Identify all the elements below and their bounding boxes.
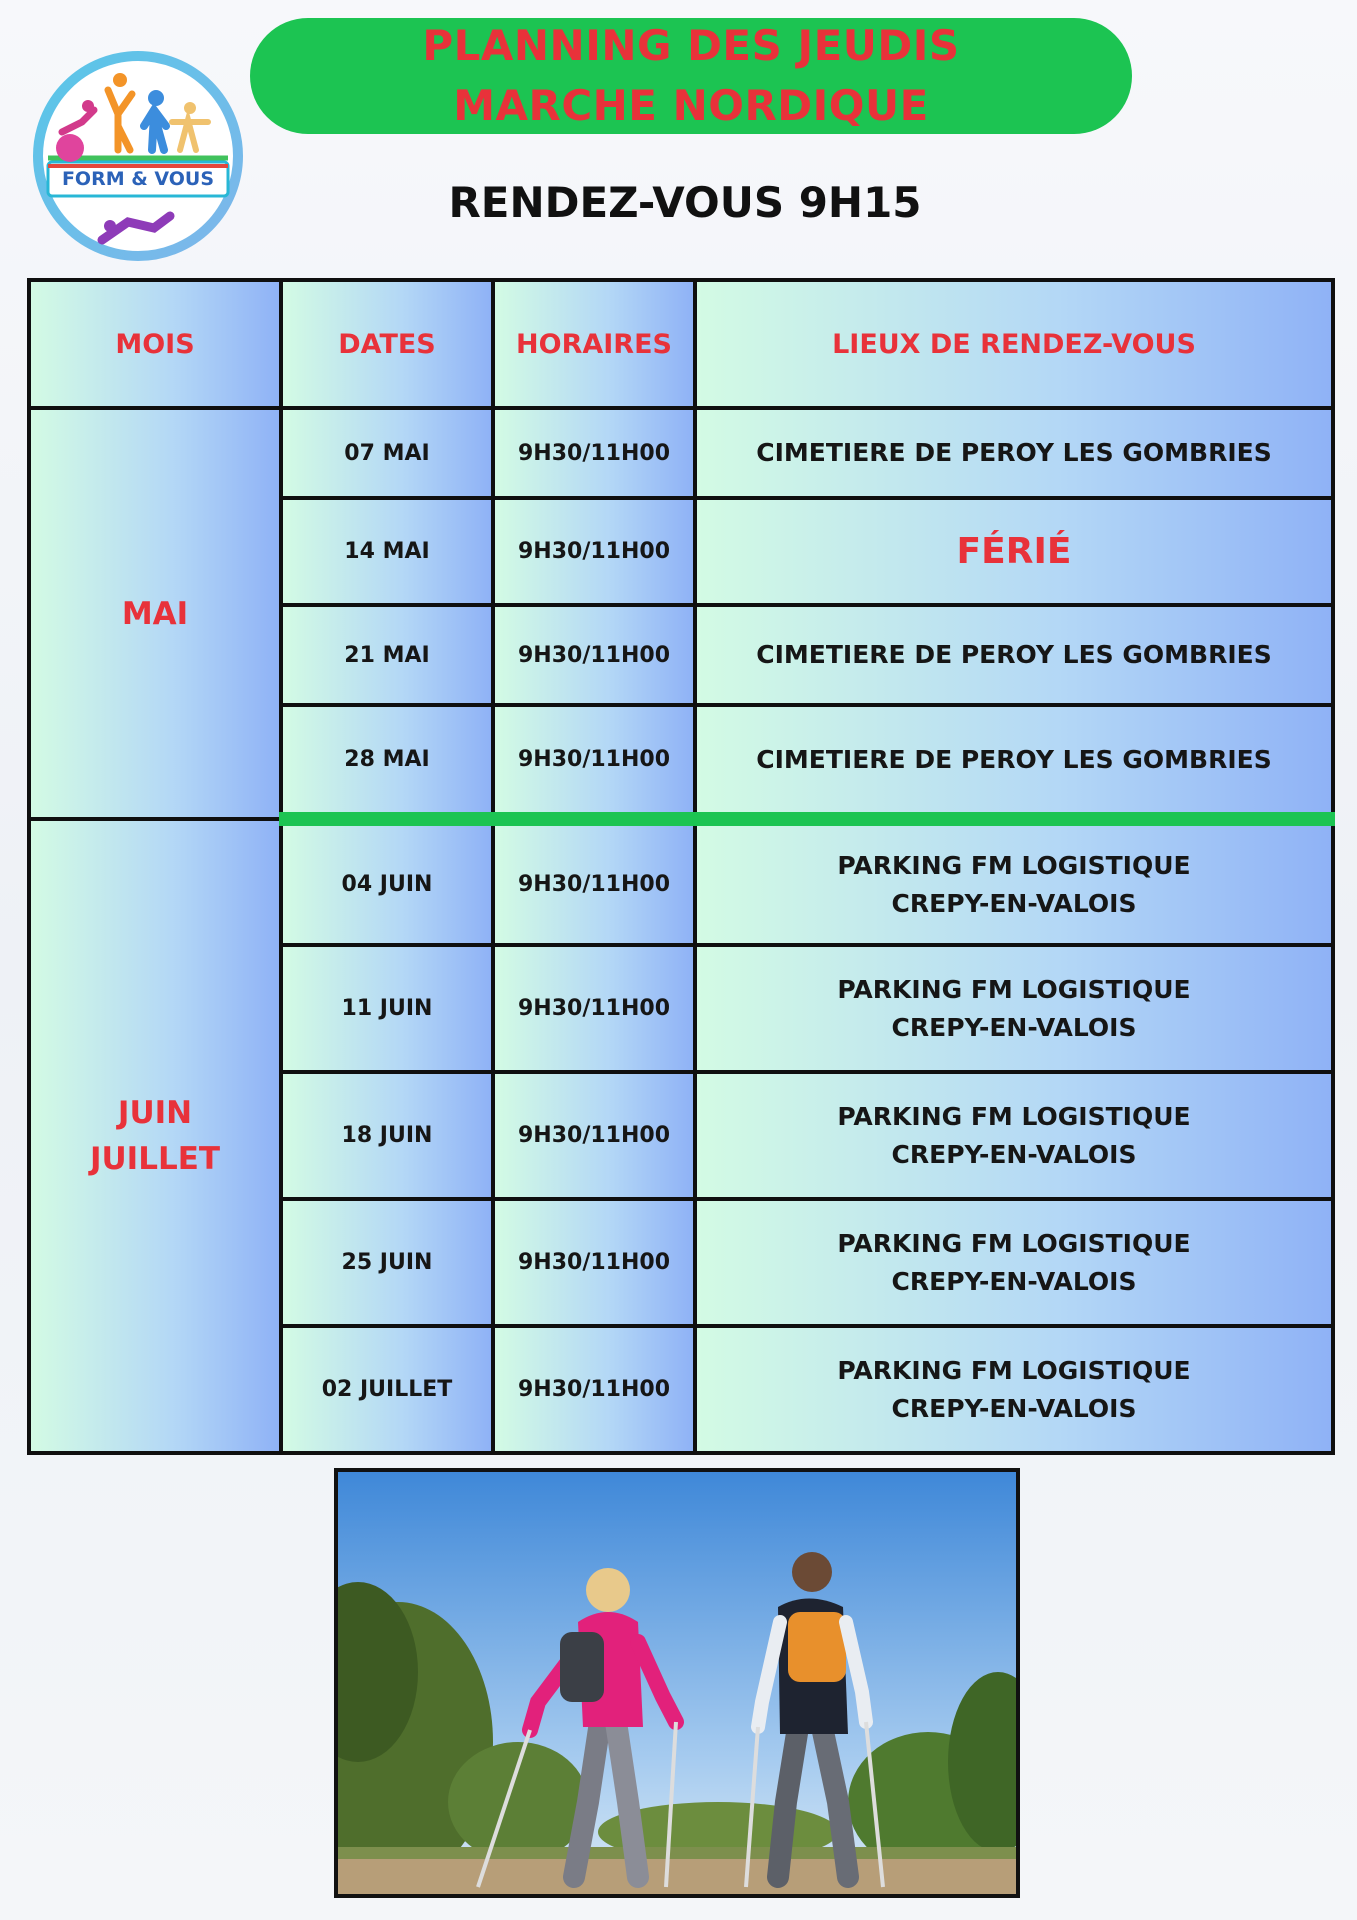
title-banner <box>250 18 1132 134</box>
place-line: CREPY-EN-VALOIS <box>891 1012 1137 1042</box>
place-line: PARKING FM LOGISTIQUE <box>837 1101 1191 1131</box>
form-et-vous-logo <box>32 50 244 262</box>
place-line: CREPY-EN-VALOIS <box>891 1139 1137 1169</box>
place-cell <box>695 1072 1333 1199</box>
date-cell: 11 JUIN <box>281 945 493 1072</box>
header-dates: DATES <box>281 280 493 408</box>
time-cell: 9H30/11H00 <box>493 1326 695 1453</box>
table-row <box>29 408 1333 498</box>
time-cell: 9H30/11H00 <box>493 705 695 819</box>
time-cell: 9H30/11H00 <box>493 1199 695 1326</box>
place-cell <box>695 945 1333 1072</box>
place-cell <box>695 819 1333 945</box>
place-cell <box>695 705 1333 819</box>
title-line-1: PLANNING DES JEUDIS <box>422 21 960 70</box>
date-cell: 28 MAI <box>281 705 493 819</box>
date-cell: 02 JUILLET <box>281 1326 493 1453</box>
logo-text: FORM & VOUS <box>61 168 215 190</box>
date-cell: 04 JUIN <box>281 819 493 945</box>
time-cell: 9H30/11H00 <box>493 605 695 705</box>
date-cell: 25 JUIN <box>281 1199 493 1326</box>
place-line: PARKING FM LOGISTIQUE <box>837 850 1191 880</box>
place-line: CIMETIERE DE PEROY LES GOMBRIES <box>756 438 1272 467</box>
time-cell: 9H30/11H00 <box>493 819 695 945</box>
place-line: CREPY-EN-VALOIS <box>891 1393 1137 1423</box>
place-cell <box>695 1199 1333 1326</box>
time-cell: 9H30/11H00 <box>493 945 695 1072</box>
date-cell: 18 JUIN <box>281 1072 493 1199</box>
place-line: PARKING FM LOGISTIQUE <box>837 1228 1191 1258</box>
rendezvous-time: RENDEZ-VOUS 9H15 <box>448 178 922 227</box>
place-cell <box>695 605 1333 705</box>
place-line: CIMETIERE DE PEROY LES GOMBRIES <box>756 744 1272 774</box>
header-horaires: HORAIRES <box>493 280 695 408</box>
time-cell: 9H30/11H00 <box>493 498 695 605</box>
month-label: JUIN <box>117 1095 193 1131</box>
month-cell-mai <box>29 408 281 819</box>
month-label: MAI <box>121 595 189 632</box>
time-cell: 9H30/11H00 <box>493 1072 695 1199</box>
place-line: CREPY-EN-VALOIS <box>891 888 1137 918</box>
planning-table <box>27 278 1335 1455</box>
nordic-walkers-photo <box>334 1468 1020 1898</box>
month-label: JUILLET <box>89 1141 221 1177</box>
place-line: CREPY-EN-VALOIS <box>891 1266 1137 1296</box>
place-cell <box>695 1326 1333 1453</box>
place-cell-holiday <box>695 498 1333 605</box>
place-line: PARKING FM LOGISTIQUE <box>837 1355 1191 1385</box>
place-line: CIMETIERE DE PEROY LES GOMBRIES <box>756 640 1272 669</box>
month-cell-juin-juillet <box>29 819 281 1453</box>
place-cell <box>695 408 1333 498</box>
date-cell: 07 MAI <box>281 408 493 498</box>
place-line: PARKING FM LOGISTIQUE <box>837 974 1191 1004</box>
time-cell: 9H30/11H00 <box>493 408 695 498</box>
date-cell: 21 MAI <box>281 605 493 705</box>
table-header-row <box>29 280 1333 408</box>
holiday-label: FÉRIÉ <box>956 530 1072 572</box>
header-lieux: LIEUX DE RENDEZ-VOUS <box>695 280 1333 408</box>
header-mois: MOIS <box>29 280 281 408</box>
title-line-2: MARCHE NORDIQUE <box>453 81 929 130</box>
table-row <box>29 819 1333 945</box>
date-cell: 14 MAI <box>281 498 493 605</box>
